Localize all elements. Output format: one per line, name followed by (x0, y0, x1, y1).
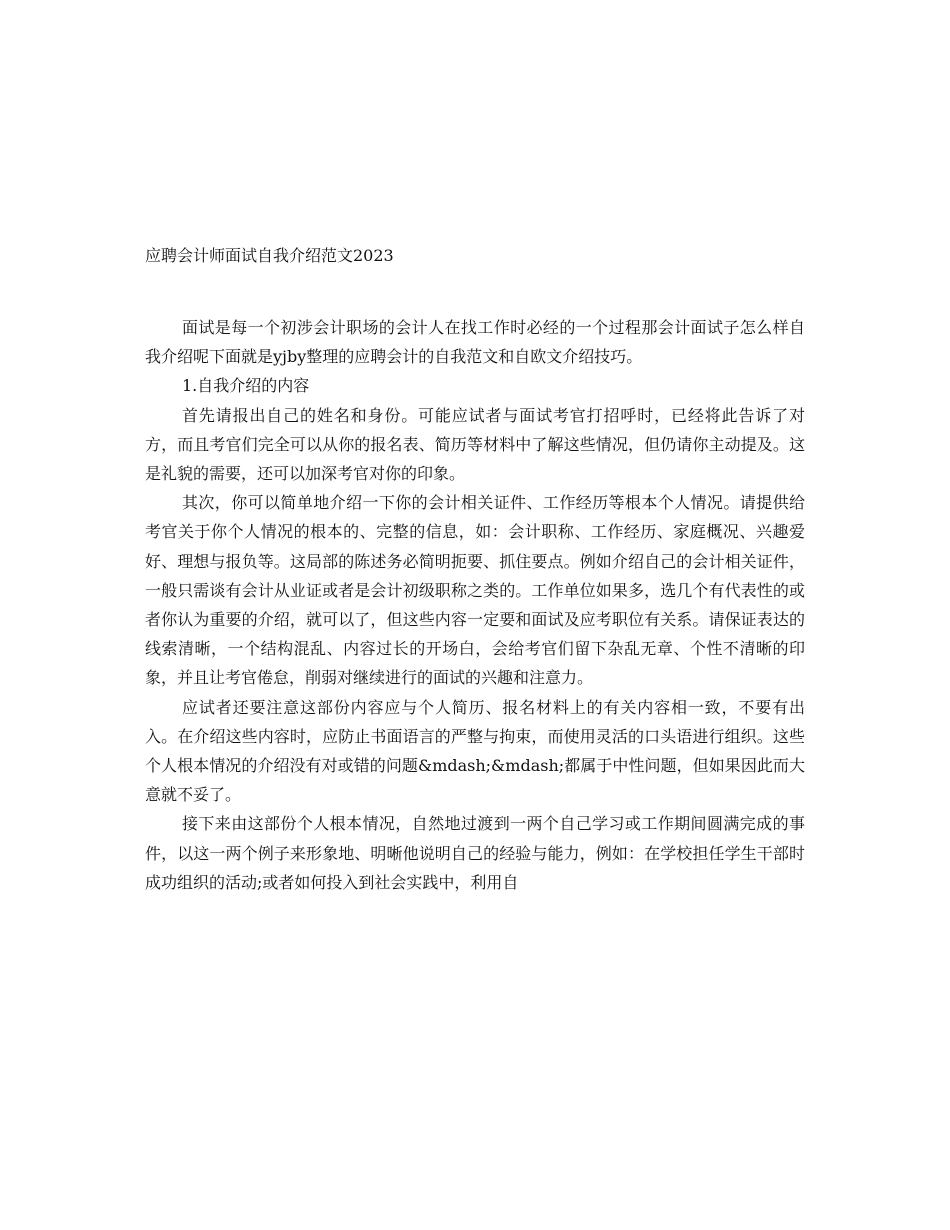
paragraph-consistency: 应试者还要注意这部份内容应与个人简历、报名材料上的有关内容相一致，不要有出入。在介绍这些内容时，应防止书面语言的严整与拘束，而使用灵活的口头语进行组织。这些个人根本情况的介绍没有对或错的问题&mdash;&mdash;都属于中性问题，但如果因此而大意就不妥了。 (145, 697, 805, 805)
section-heading: 1.自我介绍的内容 (182, 376, 310, 396)
paragraph-intro: 面试是每一个初涉会计职场的会计人在找工作时必经的一个过程那会计面试子怎么样自我介绍呢下面就是yjby整理的应聘会计的自我范文和自欧文介绍技巧。 (145, 318, 805, 367)
document-title: 应聘会计师面试自我介绍范文2023 (145, 246, 394, 265)
paragraph-examples: 接下来由这部份个人根本情况，自然地过渡到一两个自己学习或工作期间圆满完成的事件，以这一两个例子来形象地、明晰他说明自己的经验与能力，例如：在学校担任学生干部时成功组织的活动;或者如何投入到社会实践中，利用自 (145, 814, 805, 892)
paragraph-credentials: 其次，你可以简单地介绍一下你的会计相关证件、工作经历等根本个人情况。请提供给考官关于你个人情况的根本的、完整的信息，如：会计职称、工作经历、家庭概况、兴趣爱好、理想与报负等。这局部的陈述务必简明扼要、抓住要点。例如介绍自己的会计相关证件，一般只需谈有会计从业证或者是会计初级职称之类的。工作单位如果多，选几个有代表性的或者你认为重要的介绍，就可以了，但这些内容一定要和面试及应考职位有关系。请保证表达的线索清晰，一个结构混乱、内容过长的开场白，会给考官们留下杂乱无章、个性不清晰的印象，并且让考官倦怠，削弱对继续进行的面试的兴趣和注意力。 (145, 493, 805, 688)
paragraph-name-identity: 首先请报出自己的姓名和身份。可能应试者与面试考官打招呼时，已经将此告诉了对方，而且考官们完全可以从你的报名表、简历等材料中了解这些情况，但仍请你主动提及。这是礼貌的需要，还可以加深考官对你的印象。 (145, 405, 805, 484)
document-body (145, 313, 805, 897)
